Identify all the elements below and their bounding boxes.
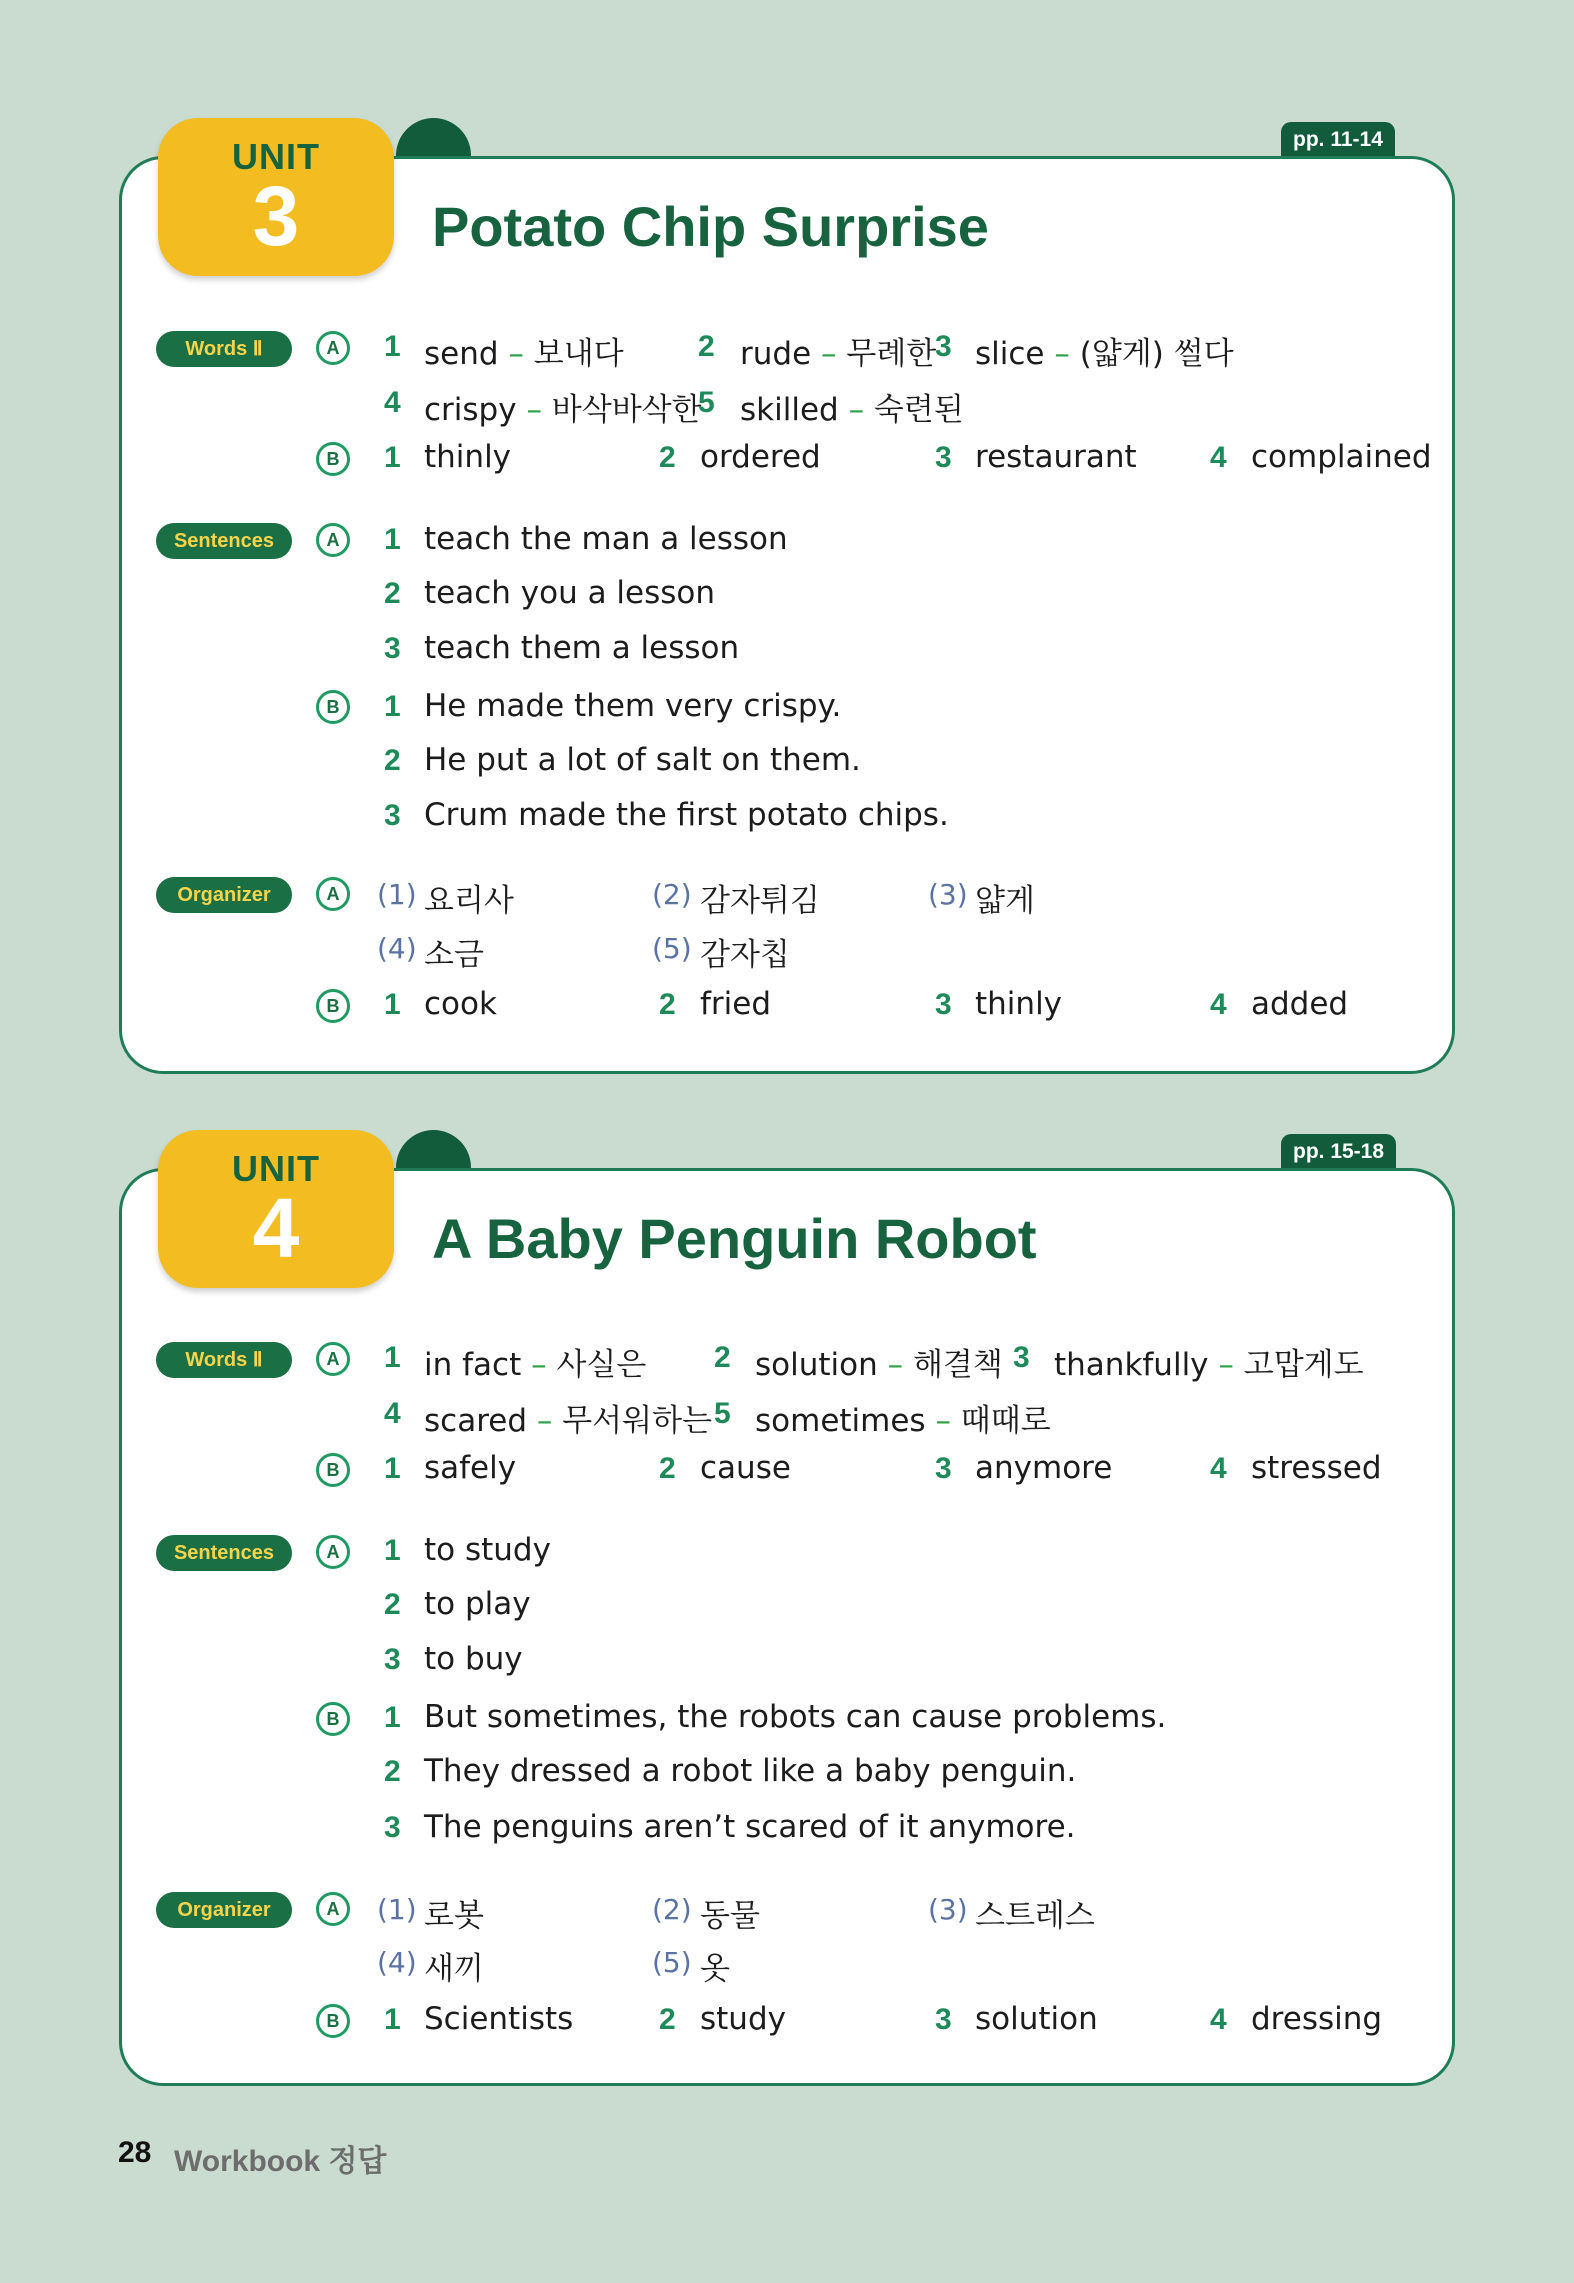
- section-label-sentences: Sentences: [156, 1535, 292, 1571]
- item-number: 4: [1210, 2003, 1227, 2036]
- item-number: 2: [659, 1452, 676, 1485]
- answer-text: anymore: [975, 1450, 1113, 1486]
- item-number: 4: [1210, 1452, 1227, 1485]
- item-number: 1: [384, 1341, 401, 1374]
- marker-b: B: [316, 442, 350, 476]
- word-pair: send – 보내다: [424, 336, 624, 372]
- answer-text: solution: [975, 2001, 1098, 2037]
- unit-label: UNIT: [232, 1148, 320, 1189]
- answer-text: Scientists: [424, 2001, 574, 2037]
- item-number: (2): [652, 878, 692, 911]
- answer-text: He put a lot of salt on them.: [424, 742, 861, 778]
- section-label-organizer: Organizer: [156, 1892, 292, 1928]
- item-number: 2: [384, 1755, 401, 1788]
- answer-text: to play: [424, 1586, 531, 1622]
- item-number: (2): [652, 1893, 692, 1926]
- item-number: (4): [377, 1946, 417, 1979]
- item-number: 2: [659, 441, 676, 474]
- item-number: 4: [1210, 988, 1227, 1021]
- answer-text: The penguins aren’t scared of it anymore.: [424, 1809, 1076, 1845]
- answer-text: to buy: [424, 1641, 523, 1677]
- item-number: 1: [384, 330, 401, 363]
- word-pair: thankfully – 고맙게도: [1054, 1347, 1364, 1383]
- answer-text: to study: [424, 1532, 551, 1568]
- section-label-organizer: Organizer: [156, 877, 292, 913]
- answer-text: teach you a lesson: [424, 575, 716, 611]
- word-pair: rude – 무례한: [740, 336, 937, 372]
- word-pair: solution – 해결책: [755, 1347, 1003, 1383]
- answer-text: teach them a lesson: [424, 630, 740, 666]
- item-number: 2: [659, 988, 676, 1021]
- answer-text: cause: [700, 1450, 791, 1486]
- answer-text: study: [700, 2001, 786, 2037]
- marker-b: B: [316, 2004, 350, 2038]
- item-number: 2: [714, 1341, 731, 1374]
- item-number: (5): [652, 1946, 692, 1979]
- answer-text: 감자칩: [700, 937, 790, 973]
- answer-text: 새끼: [424, 1951, 484, 1987]
- item-number: 3: [935, 2003, 952, 2036]
- item-number: 4: [384, 1397, 401, 1430]
- item-number: 2: [384, 577, 401, 610]
- item-number: 4: [384, 386, 401, 419]
- footer-page-number: 28: [118, 2136, 152, 2169]
- unit-label: UNIT: [232, 136, 320, 177]
- marker-a: A: [316, 1535, 350, 1569]
- item-number: 1: [384, 2003, 401, 2036]
- word-pair: slice – (얇게) 썰다: [975, 336, 1234, 372]
- answer-text: 요리사: [424, 883, 514, 919]
- marker-b: B: [316, 1702, 350, 1736]
- unit-title: Potato Chip Surprise: [432, 195, 989, 258]
- item-number: (4): [377, 932, 417, 965]
- answer-text: 로봇: [424, 1898, 484, 1934]
- marker-a: A: [316, 331, 350, 365]
- page-range-badge: pp. 11-14: [1281, 122, 1395, 158]
- unit-card: [119, 1168, 1455, 2086]
- answer-text: cook: [424, 986, 497, 1022]
- item-number: 3: [384, 1811, 401, 1844]
- answer-text: added: [1251, 986, 1349, 1022]
- unit-badge: [158, 118, 394, 276]
- item-number: (5): [652, 932, 692, 965]
- answer-text: restaurant: [975, 439, 1137, 475]
- word-pair: skilled – 숙련된: [740, 392, 964, 428]
- item-number: 3: [935, 441, 952, 474]
- word-pair: crispy – 바삭바삭한: [424, 392, 702, 428]
- answer-text: thinly: [975, 986, 1063, 1022]
- item-number: 2: [659, 2003, 676, 2036]
- item-number: 3: [935, 988, 952, 1021]
- item-number: 3: [384, 1643, 401, 1676]
- answer-text: 감자튀김: [700, 883, 820, 919]
- item-number: (1): [377, 1893, 417, 1926]
- unit-title: A Baby Penguin Robot: [432, 1207, 1037, 1270]
- marker-a: A: [316, 1342, 350, 1376]
- unit-number: 3: [252, 169, 300, 263]
- item-number: 3: [935, 1452, 952, 1485]
- item-number: 1: [384, 441, 401, 474]
- item-number: 3: [1013, 1341, 1030, 1374]
- word-pair: sometimes – 때때로: [755, 1403, 1051, 1439]
- answer-text: dressing: [1251, 2001, 1383, 2037]
- answer-text: 스트레스: [975, 1898, 1095, 1934]
- unit-number: 4: [252, 1181, 300, 1275]
- item-number: 1: [384, 1452, 401, 1485]
- unit-badge: [158, 1130, 394, 1288]
- answer-text: 소금: [424, 937, 484, 973]
- marker-a: A: [316, 1892, 350, 1926]
- answer-text: fried: [700, 986, 772, 1022]
- item-number: 1: [384, 523, 401, 556]
- item-number: 1: [384, 1701, 401, 1734]
- marker-a: A: [316, 877, 350, 911]
- item-number: 5: [698, 386, 715, 419]
- item-number: 2: [384, 1588, 401, 1621]
- answer-text: thinly: [424, 439, 512, 475]
- item-number: (3): [928, 878, 968, 911]
- answer-text: teach the man a lesson: [424, 521, 788, 557]
- word-pair: in fact – 사실은: [424, 1347, 647, 1383]
- marker-b: B: [316, 989, 350, 1023]
- item-number: 2: [384, 744, 401, 777]
- answer-text: 동물: [700, 1898, 760, 1934]
- item-number: 1: [384, 988, 401, 1021]
- answer-text: 옷: [700, 1951, 730, 1987]
- answer-text: ordered: [700, 439, 821, 475]
- answer-text: But sometimes, the robots can cause problems.: [424, 1699, 1167, 1735]
- answer-text: safely: [424, 1450, 517, 1486]
- page-range-badge: pp. 15-18: [1281, 1134, 1396, 1170]
- item-number: 1: [384, 690, 401, 723]
- item-number: 4: [1210, 441, 1227, 474]
- section-label-words: Words Ⅱ: [156, 331, 292, 367]
- answer-text: He made them very crispy.: [424, 688, 842, 724]
- answer-text: 얇게: [975, 883, 1035, 919]
- section-label-sentences: Sentences: [156, 523, 292, 559]
- item-number: 3: [384, 632, 401, 665]
- item-number: (3): [928, 1893, 968, 1926]
- item-number: 5: [714, 1397, 731, 1430]
- item-number: 3: [384, 799, 401, 832]
- answer-text: stressed: [1251, 1450, 1382, 1486]
- footer-title: Workbook 정답: [174, 2145, 387, 2178]
- answer-text: Crum made the first potato chips.: [424, 797, 949, 833]
- item-number: (1): [377, 878, 417, 911]
- marker-b: B: [316, 690, 350, 724]
- item-number: 3: [935, 330, 952, 363]
- section-label-words: Words Ⅱ: [156, 1342, 292, 1378]
- item-number: 1: [384, 1534, 401, 1567]
- answer-text: They dressed a robot like a baby penguin.: [424, 1753, 1077, 1789]
- marker-b: B: [316, 1453, 350, 1487]
- marker-a: A: [316, 523, 350, 557]
- answer-text: complained: [1251, 439, 1432, 475]
- word-pair: scared – 무서워하는: [424, 1403, 712, 1439]
- item-number: 2: [698, 330, 715, 363]
